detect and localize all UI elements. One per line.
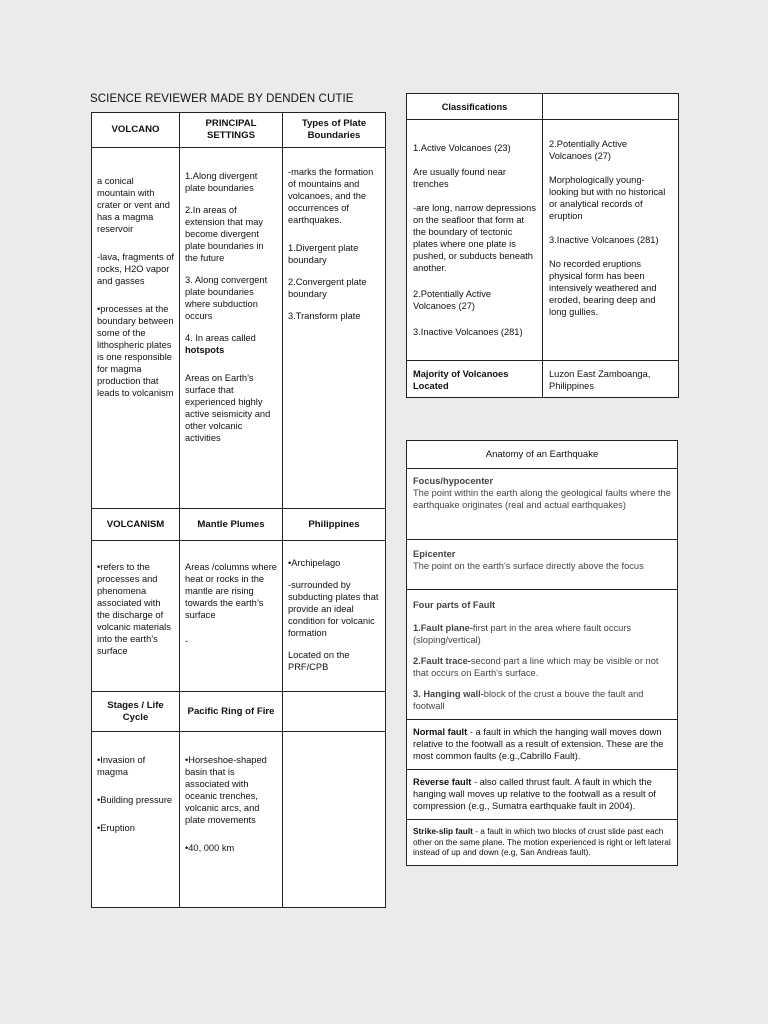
plate-boundaries-definition: -marks the formation of mountains and volcanoes, and the occurrences of earthquakes. [288, 167, 374, 225]
fault-plane-head: 1.Fault plane- [413, 623, 473, 633]
strike-slip-body: - a fault in which two blocks of crust slide past each other on the same plane. The motion experienced is right or left lateral instead of up and down (e.g, San Andreas fault). [413, 826, 671, 857]
setting-hotspots-definition: Areas on Earth’s surface that experienced highly active seismicity and other volcanic activities [185, 373, 271, 443]
classifications-col2 [543, 120, 679, 361]
setting-4 [185, 332, 277, 356]
cell-mantle-plumes [180, 541, 283, 692]
header-stages: Stages / Life Cycle [92, 692, 180, 732]
cell-stages [92, 732, 180, 908]
page-title: SCIENCE REVIEWER MADE BY DENDEN CUTIE [90, 93, 354, 105]
header-philippines: Philippines [283, 509, 386, 541]
plate-type-3: 3.Transform plate [288, 311, 361, 321]
fault-parts-section [407, 589, 677, 719]
philippines-location: Located on the PRF/CPB [288, 650, 350, 672]
philippines-archipelago: •Archipelago [288, 558, 341, 568]
strike-slip-section [407, 819, 677, 865]
fault-plane [413, 622, 671, 646]
epicenter-body: The point on the earth's surface directly above the focus [413, 561, 644, 571]
reverse-fault-section [407, 769, 677, 819]
class-active: 1.Active Volcanoes (23) [413, 143, 511, 153]
volcano-materials: -lava, fragments of rocks, H2O vapor and gasses [97, 252, 174, 286]
header-volcano: VOLCANO [92, 113, 180, 148]
class-inactive-desc: No recorded eruptions physical form has been intensively weathered and eroded, bearing deep and long gullies. [549, 259, 657, 317]
mantle-plumes-definition: Areas /columns where heat or rocks in the mantle are rising towards the earth’s surface [185, 562, 277, 620]
cell-empty [283, 732, 386, 908]
philippines-subducting: -surrounded by subducting plates that provide an ideal condition for volcanic formation [288, 580, 379, 638]
stage-3: •Eruption [97, 823, 135, 833]
majority-label: Majority of Volcanoes Located [407, 361, 543, 398]
epicenter-section [407, 539, 677, 589]
header-classifications-empty [543, 94, 679, 120]
cell-volcano [92, 148, 180, 509]
plate-type-2: 2.Convergent plate boundary [288, 277, 367, 299]
fault-trace-head: 2.Fault trace- [413, 656, 471, 666]
setting-4-hotspots: hotspots [185, 345, 225, 355]
cell-ring-of-fire [180, 732, 283, 908]
cell-volcanism [92, 541, 180, 692]
class-potentially-active-2: 2.Potentially Active Volcanoes (27) [549, 139, 628, 161]
class-inactive-2: 3.Inactive Volcanoes (281) [549, 235, 659, 245]
class-potentially-active-desc: Morphologically young-looking but with no historical or analytical records of eruption [549, 175, 666, 221]
setting-2: 2.In areas of extension that may become divergent plate boundaries in the future [185, 205, 264, 263]
header-volcanism: VOLCANISM [92, 509, 180, 541]
classifications-col1 [407, 120, 543, 361]
plate-type-1: 1.Divergent plate boundary [288, 243, 359, 265]
reverse-fault-head: Reverse fault [413, 777, 472, 787]
normal-fault-section [407, 719, 677, 769]
header-classifications: Classifications [407, 94, 543, 120]
fault-trace-body: second part a line which may be visible or not that occurs on Earth's surface. [413, 656, 659, 678]
volcano-definition: a conical mountain with crater or vent and has a magma reservoir [97, 176, 170, 234]
ring-of-fire-length: •40, 000 km [185, 843, 235, 853]
class-inactive: 3.Inactive Volcanoes (281) [413, 327, 523, 337]
majority-value: Luzon East Zamboanga, Philippines [543, 361, 679, 398]
class-active-trenches: Are usually found near trenches [413, 167, 507, 189]
header-principal-settings: PRINCIPAL SETTINGS [180, 113, 283, 148]
setting-4-text: 4. In areas called [185, 333, 256, 343]
fault-trace [413, 655, 671, 679]
setting-3: 3. Along convergent plate boundaries where subduction occurs [185, 275, 268, 321]
cell-philippines [283, 541, 386, 692]
volcanism-definition: •refers to the processes and phenomena associated with the discharge of volcanic materials into the earth’s surface [97, 562, 171, 656]
epicenter-heading: Epicenter [413, 549, 456, 559]
stage-1: •Invasion of magma [97, 755, 146, 777]
normal-fault-body: - a fault in which the hanging wall moves down relative to the footwall as a result of extension. These are the most common faults (e.g.,Cabrillo Fault). [413, 727, 664, 761]
earthquake-title: Anatomy of an Earthquake [485, 449, 599, 460]
header-empty [283, 692, 386, 732]
focus-section [407, 468, 677, 539]
focus-body: The point within the earth along the geological faults where the earthquake originates (real and actual earthquakes) [413, 488, 671, 510]
class-potentially-active: 2.Potentially Active Volcanoes (27) [413, 289, 492, 311]
header-plate-boundaries: Types of Plate Boundaries [283, 113, 386, 148]
hanging-wall-body: block of the crust a bouve the fault and footwall [413, 689, 644, 711]
volcano-table [91, 112, 386, 908]
ring-of-fire-definition: •Horseshoe-shaped basin that is associated with oceanic trenches, volcanic arcs, and plate movements [185, 755, 267, 825]
fault-parts-heading: Four parts of Fault [413, 600, 496, 610]
header-mantle-plumes: Mantle Plumes [180, 509, 283, 541]
cell-principal-settings [180, 148, 283, 509]
class-trench-definition: -are long, narrow depressions on the seafloor that form at the boundary of tectonic plates where one plate is pushed, or subducts beneath another. [413, 203, 536, 273]
classifications-table [406, 93, 679, 398]
cell-plate-boundaries [283, 148, 386, 509]
normal-fault-head: Normal fault [413, 727, 468, 737]
hanging-wall-head: 3. Hanging wall- [413, 689, 484, 699]
mantle-plumes-dash: - [185, 636, 189, 646]
focus-heading: Focus/hypocenter [413, 476, 494, 486]
setting-1: 1.Along divergent plate boundaries [185, 171, 258, 193]
fault-plane-body: first part in the area where fault occurs (sloping/vertical) [413, 623, 632, 645]
strike-slip-head: Strike-slip fault [413, 826, 473, 836]
stage-2: •Building pressure [97, 795, 173, 805]
volcano-processes: •processes at the boundary between some of the lithospheric plates is one responsible for magma production that leads to volcanism [97, 304, 174, 398]
earthquake-anatomy-box [406, 440, 678, 866]
reverse-fault-body: - also called thrust fault. A fault in which the hanging wall moves up relative to the footwall as a result of compression (e.g., Sumatra earthquake fault in 2004). [413, 777, 656, 811]
header-ring-of-fire: Pacific Ring of Fire [180, 692, 283, 732]
hanging-wall [413, 688, 671, 712]
